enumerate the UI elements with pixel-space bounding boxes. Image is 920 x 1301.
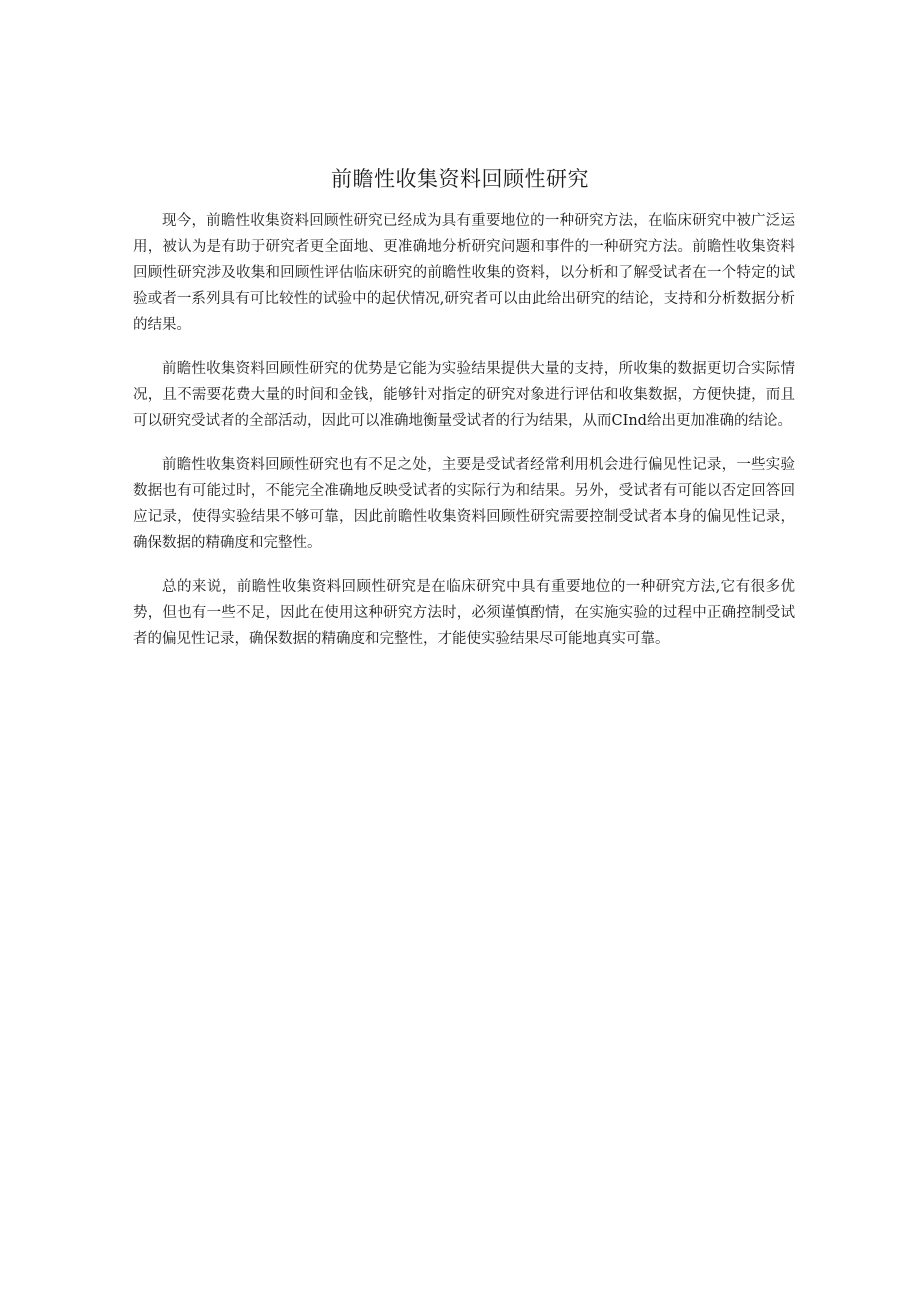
document-body [133, 208, 795, 670]
paragraph-1: 现今，前瞻性收集资料回顾性研究已经成为具有重要地位的一种研究方法，在临床研究中被广泛运用，被认为是有助于研究者更全面地、更准确地分析研究问题和事件的一种研究方法。前瞻性收集资料回顾性研究涉及收集和回顾性评估临床研究的前瞻性收集的资料，以分析和了解受试者在一个特定的试验或者一系列具有可比较性的试验中的起伏情况,研究者可以由此给出研究的结论，支持和分析数据分析的结果。 [133, 213, 795, 333]
paragraph-2: 前瞻性收集资料回顾性研究的优势是它能为实验结果提供大量的支持，所收集的数据更切合实际情况，且不需要花费大量的时间和金钱，能够针对指定的研究对象进行评估和收集数据，方便快捷，而且可以研究受试者的全部活动，因此可以准确地衡量受试者的行为结果，从而CInd给出更加准确的结论。 [133, 361, 795, 429]
paragraph-3: 前瞻性收集资料回顾性研究也有不足之处，主要是受试者经常利用机会进行偏见性记录，一些实验数据也有可能过时，不能完全准确地反映受试者的实际行为和结果。另外，受试者有可能以否定回答回应记录，使得实验结果不够可靠，因此前瞻性收集资料回顾性研究需要控制受试者本身的偏见性记录，确保数据的精确度和完整性。 [133, 457, 795, 551]
document-title: 前瞻性收集资料回顾性研究 [331, 167, 589, 191]
paragraph-4: 总的来说，前瞻性收集资料回顾性研究是在临床研究中具有重要地位的一种研究方法,它有很多优势，但也有一些不足，因此在使用这种研究方法时，必须谨慎酌情，在实施实验的过程中正确控制受试者的偏见性记录，确保数据的精确度和完整性，才能使实验结果尽可能地真实可靠。 [133, 579, 795, 647]
